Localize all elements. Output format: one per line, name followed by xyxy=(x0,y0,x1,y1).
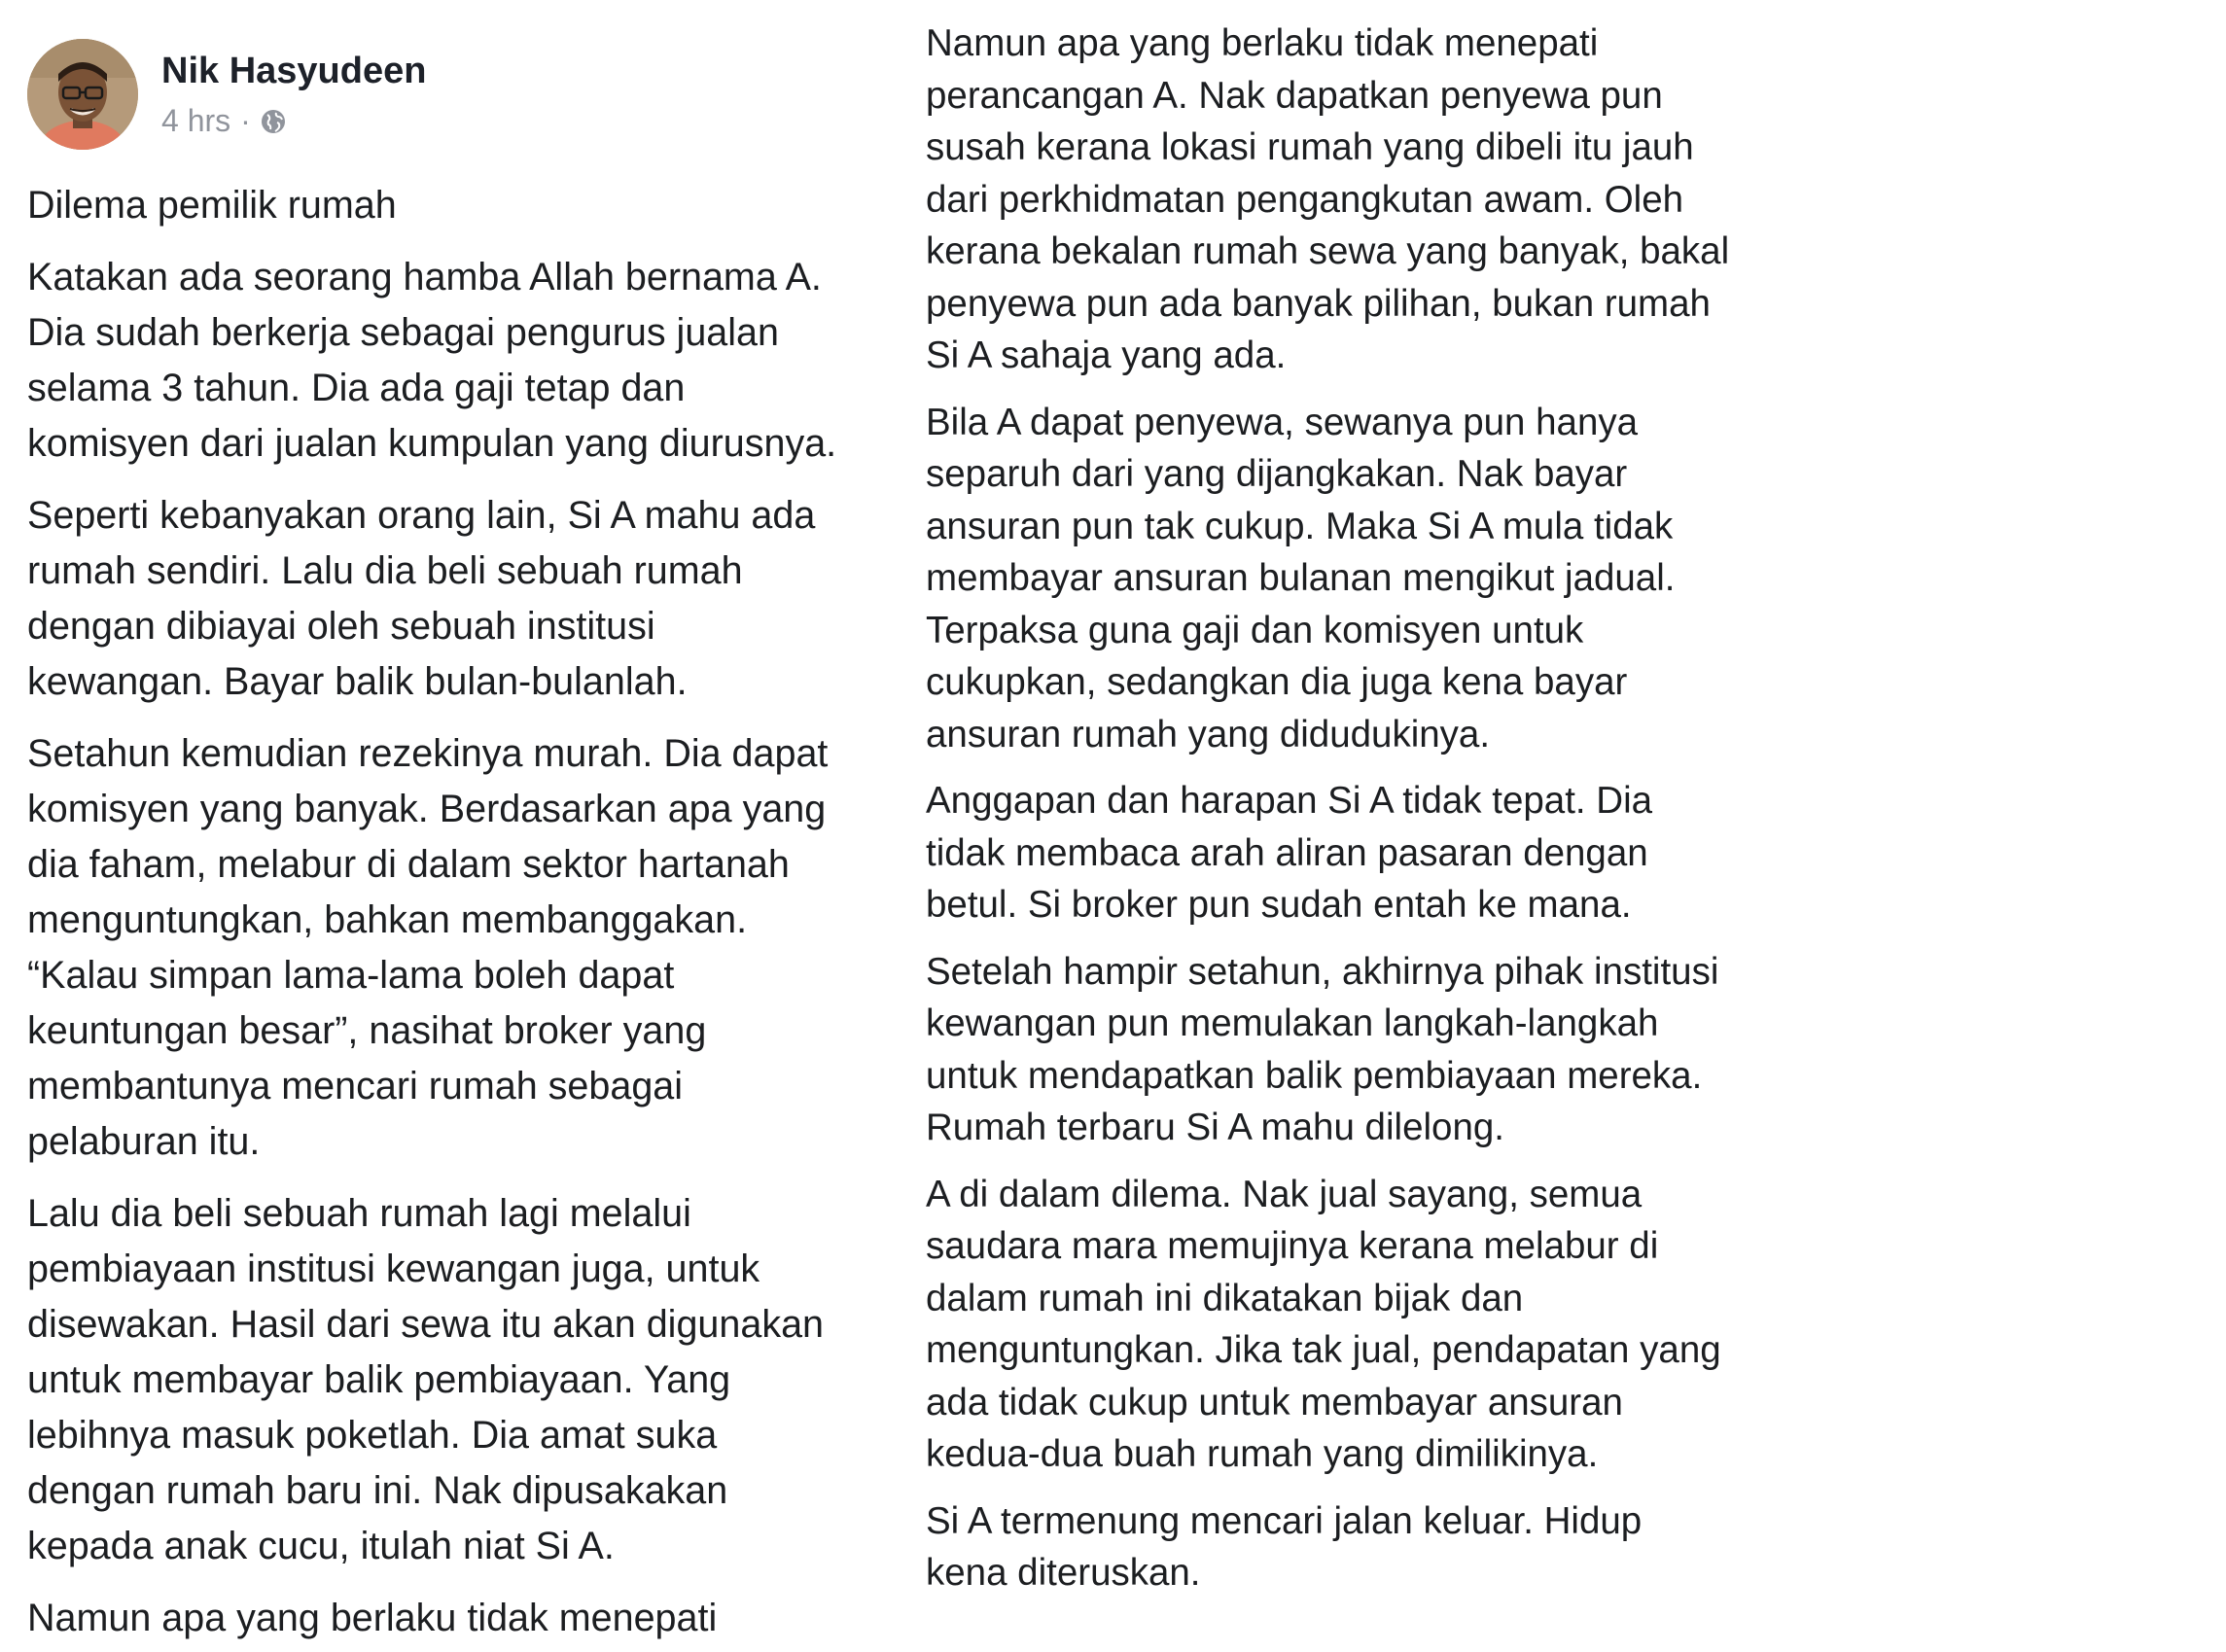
post-header xyxy=(27,39,883,152)
meta-separator: · xyxy=(240,103,251,138)
profile-photo xyxy=(27,39,138,150)
post-panel-left xyxy=(0,0,901,1652)
post-paragraph: Si A termenung mencari jalan keluar. Hidup kena diteruskan. xyxy=(926,1499,1643,1594)
post-paragraph: Bila A dapat penyewa, sewanya pun hanya separuh dari yang dijangkakan. Nak bayar ansuran pun tak cukup. Maka Si A mula tidak membayar ansuran bulanan mengikut jadual. Terpaksa guna gaji dan komisyen untuk cukupkan, sedangkan dia juga kena bayar ansuran rumah yang didudukinya. xyxy=(926,401,1676,756)
post-timestamp[interactable]: 4 hrs xyxy=(161,103,231,138)
post-body-right xyxy=(926,18,1877,1614)
post-meta xyxy=(161,103,288,139)
post-paragraph: Setahun kemudian rezekinya murah. Dia dapat komisyen yang banyak. Berdasarkan apa yang dia faham, melabur di dalam sektor hartanah menguntungkan, bahkan membanggakan. “Kalau simpan lama-lama boleh dapat keuntungan besar”, nasihat broker yang membantunya mencari rumah sebagai pelaburan itu. xyxy=(27,732,829,1163)
globe-icon[interactable] xyxy=(259,107,288,136)
post-paragraph: Lalu dia beli sebuah rumah lagi melalui pembiayaan institusi kewangan juga, untuk disewakan. Hasil dari sewa itu akan digunakan untuk membayar balik pembiayaan. Yang lebihnya masuk poketlah. Dia amat suka dengan rumah baru ini. Nak dipusakakan kepada anak cucu, itulah niat Si A. xyxy=(27,1192,825,1567)
post-body-left xyxy=(27,178,901,1652)
avatar[interactable] xyxy=(27,39,138,150)
post-paragraph: Setelah hampir setahun, akhirnya pihak institusi kewangan pun memulakan langkah-langkah untuk mendapatkan balik pembiayaan mereka. Rumah terbaru Si A mahu dilelong. xyxy=(926,950,1719,1148)
post-paragraph: A di dalam dilema. Nak jual sayang, semua saudara mara memujinya kerana melabur di dalam rumah ini dikatakan bijak dan menguntungkan. Jika tak jual, pendapatan yang ada tidak cukup untuk membayar ansuran kedua-dua buah rumah yang dimilikinya. xyxy=(926,1173,1721,1475)
post-panel-right xyxy=(904,0,1877,1652)
post-paragraph: Anggapan dan harapan Si A tidak tepat. Dia tidak membaca arah aliran pasaran dengan betul. Si broker pun sudah entah ke mana. xyxy=(926,780,1653,926)
author-name[interactable]: Nik Hasyudeen xyxy=(161,51,427,91)
post-paragraph: Namun apa yang berlaku tidak menepati xyxy=(27,1597,718,1639)
post-title: Dilema pemilik rumah xyxy=(27,184,397,227)
post-paragraph: Namun apa yang berlaku tidak menepati perancangan A. Nak dapatkan penyewa pun susah kerana lokasi rumah yang dibeli itu jauh dari perkhidmatan pengangkutan awam. Oleh kerana bekalan rumah sewa yang banyak, bakal penyewa pun ada banyak pilihan, bukan rumah Si A sahaja yang ada. xyxy=(926,22,1730,376)
post-paragraph: Seperti kebanyakan orang lain, Si A mahu ada rumah sendiri. Lalu dia beli sebuah rumah dengan dibiayai oleh sebuah institusi kewangan. Bayar balik bulan-bulanlah. xyxy=(27,494,816,703)
post-paragraph: Katakan ada seorang hamba Allah bernama A. Dia sudah berkerja sebagai pengurus jualan selama 3 tahun. Dia ada gaji tetap dan komisyen dari jualan kumpulan yang diurusnya. xyxy=(27,256,837,465)
